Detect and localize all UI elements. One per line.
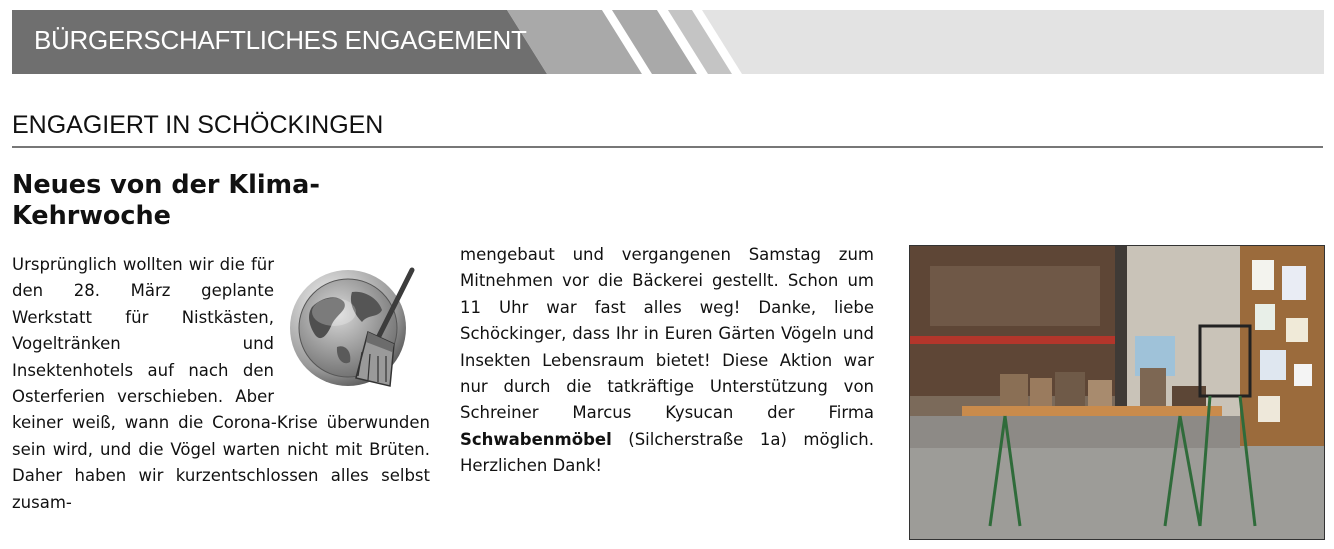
globe-broom-icon: [282, 252, 430, 400]
section-banner: [12, 10, 1324, 74]
col2-text-before: mengebaut und vergangenen Samstag zum Mitnehmen vor die Bäckerei gestellt. Schon um 11 Uhr war fast alles weg! Danke, liebe Schöckinger, dass Ihr in Euren Gärten Vögeln und Insekten Lebensraum bietet! Diese Aktion war nur durch die tatkräftige Unterstützung von Schreiner Marcus Kysucan der Firma: [460, 245, 874, 423]
company-name: Schwabenmöbel: [460, 429, 612, 449]
section-heading: ENGAGIERT IN SCHÖCKINGEN: [12, 110, 1323, 148]
article-column-1: [12, 252, 430, 516]
article-title: Neues von der Klima-Kehrwoche: [12, 170, 320, 231]
article-text-col1: Ursprünglich wollten wir die für den 28. März geplante Werkstatt für Nistkästen, Vogeltränken und Insektenhotels auf nach den Osterferien verschieben. Aber keiner weiß, wann die Corona-Krise überwunden sein wird, und die Vögel warten nicht mit Brüten. Daher haben wir kurzentschlossen alles selbst zusam-: [12, 255, 430, 512]
birdhouse-table-photo: [909, 245, 1325, 540]
article-column-2: [460, 242, 874, 480]
banner-title: BÜRGERSCHAFTLICHES ENGAGEMENT: [34, 25, 527, 55]
col2-text-after: (Silcherstraße 1a) möglich. Herzlichen Dank!: [460, 429, 874, 476]
article-text-col2: [460, 242, 874, 480]
